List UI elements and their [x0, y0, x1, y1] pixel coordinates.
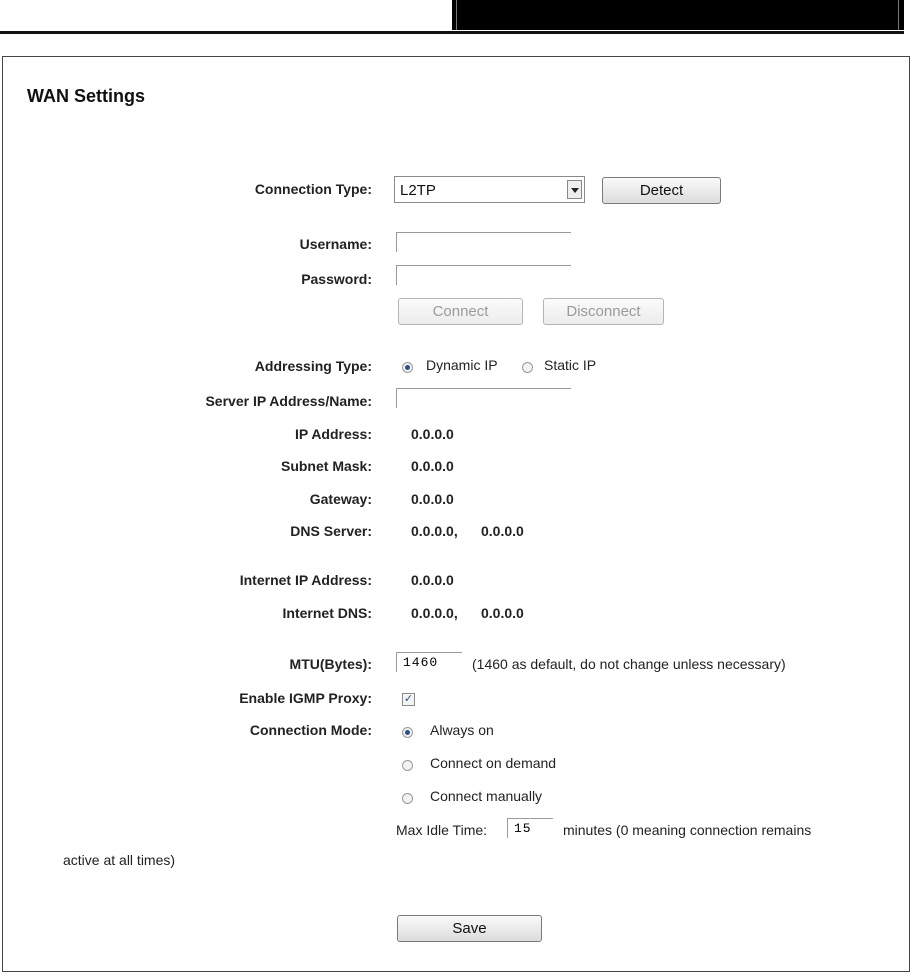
- dns-primary-value: 0.0.0.0,: [411, 523, 458, 539]
- addressing-type-label: Addressing Type:: [254, 358, 372, 374]
- header-rule: [0, 31, 904, 34]
- mtu-label: MTU(Bytes):: [289, 656, 372, 672]
- username-label: Username:: [299, 236, 372, 252]
- page-title: WAN Settings: [27, 86, 146, 106]
- gateway-label: Gateway:: [309, 491, 372, 507]
- radio-static-ip[interactable]: [522, 362, 533, 373]
- internet-dns-primary-value: 0.0.0.0,: [411, 605, 458, 621]
- max-idle-suffix: minutes (0 meaning connection remains: [563, 822, 812, 838]
- detect-button[interactable]: Detect: [602, 177, 721, 204]
- disconnect-button[interactable]: Disconnect: [543, 298, 664, 325]
- igmp-proxy-checkbox[interactable]: ✓: [403, 693, 414, 705]
- gateway-value: 0.0.0.0: [411, 491, 454, 507]
- server-ip-input[interactable]: [396, 388, 571, 408]
- password-label: Password:: [301, 271, 372, 287]
- igmp-proxy-label: Enable IGMP Proxy:: [239, 690, 372, 706]
- ip-address-value: 0.0.0.0: [411, 426, 454, 442]
- radio-dynamic-ip[interactable]: [402, 362, 413, 373]
- dynamic-ip-label: Dynamic IP: [426, 357, 498, 373]
- radio-connect-manually[interactable]: [402, 793, 413, 804]
- ip-address-label: IP Address:: [294, 426, 372, 442]
- subnet-mask-label: Subnet Mask:: [280, 458, 372, 474]
- connect-on-demand-label: Connect on demand: [430, 755, 557, 771]
- internet-dns-label: Internet DNS:: [282, 605, 372, 621]
- internet-ip-label: Internet IP Address:: [239, 572, 372, 588]
- radio-always-on[interactable]: [402, 727, 413, 738]
- chevron-down-icon[interactable]: [567, 180, 582, 199]
- internet-ip-value: 0.0.0.0: [411, 572, 454, 588]
- connect-manually-label: Connect manually: [430, 788, 543, 804]
- save-button[interactable]: Save: [397, 915, 542, 942]
- max-idle-suffix-continued: active at all times): [63, 852, 176, 868]
- server-ip-label: Server IP Address/Name:: [205, 393, 372, 409]
- max-idle-label: Max Idle Time:: [396, 822, 488, 838]
- username-input[interactable]: [396, 232, 571, 252]
- always-on-label: Always on: [430, 722, 494, 738]
- connection-type-value: L2TP: [400, 182, 436, 199]
- radio-connect-on-demand[interactable]: [402, 760, 413, 771]
- max-idle-input[interactable]: [507, 818, 553, 838]
- mtu-hint: (1460 as default, do not change unless necessary): [472, 656, 786, 672]
- mtu-input[interactable]: [396, 652, 462, 672]
- header-black-bar: [452, 0, 904, 30]
- subnet-mask-value: 0.0.0.0: [411, 458, 454, 474]
- internet-dns-secondary-value: 0.0.0.0: [481, 605, 524, 621]
- connection-type-select[interactable]: [394, 176, 585, 203]
- static-ip-label: Static IP: [544, 357, 597, 373]
- connect-button[interactable]: Connect: [398, 298, 523, 325]
- connection-type-label: Connection Type:: [254, 181, 372, 197]
- dns-server-label: DNS Server:: [290, 523, 372, 539]
- password-input[interactable]: [396, 265, 571, 285]
- dns-secondary-value: 0.0.0.0: [481, 523, 524, 539]
- connection-mode-label: Connection Mode:: [249, 722, 372, 738]
